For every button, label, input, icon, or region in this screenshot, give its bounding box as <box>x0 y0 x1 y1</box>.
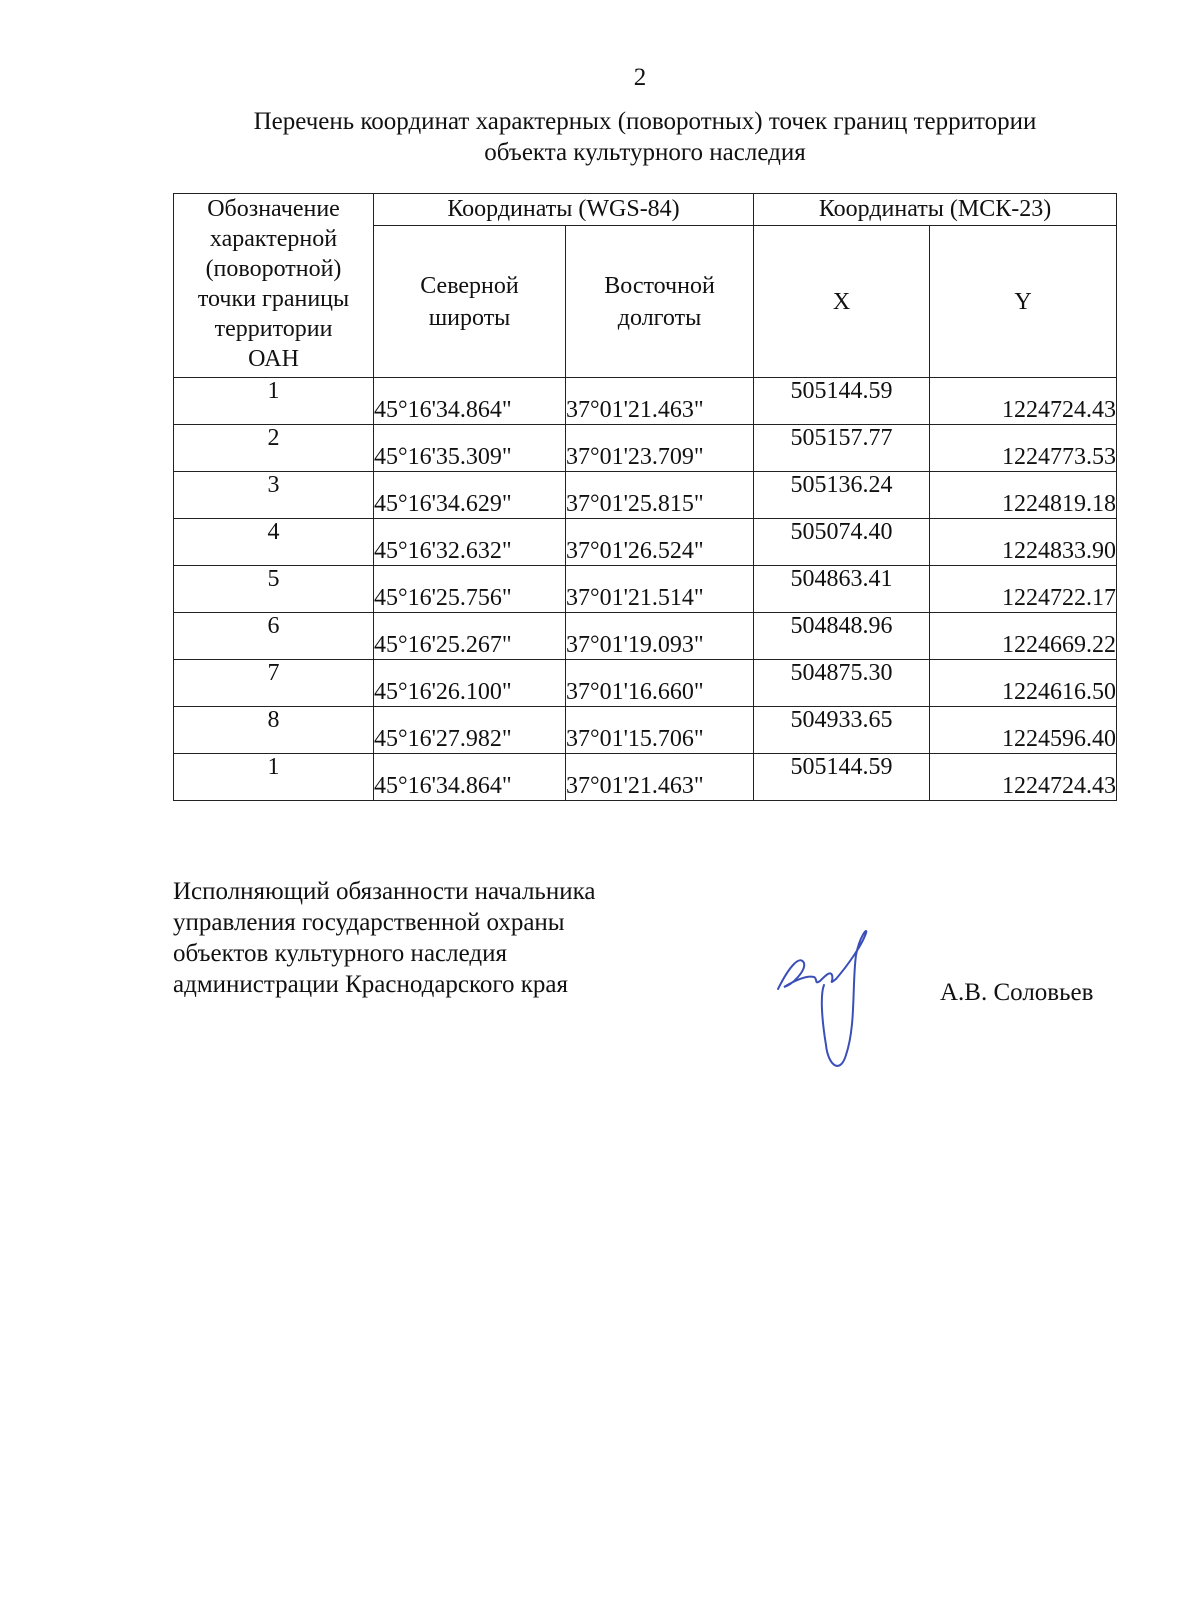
cell-x: 504933.65 <box>754 707 930 754</box>
table-row <box>174 425 1117 472</box>
signer-position-line: объектов культурного наследия <box>173 940 507 967</box>
cell-latitude: 45°16'32.632" <box>374 519 566 566</box>
cell-x: 505144.59 <box>754 754 930 801</box>
cell-latitude: 45°16'25.756" <box>374 566 566 613</box>
cell-y: 1224724.43 <box>930 378 1117 425</box>
cell-y: 1224669.22 <box>930 613 1117 660</box>
cell-latitude: 45°16'34.864" <box>374 378 566 425</box>
cell-y: 1224833.90 <box>930 519 1117 566</box>
cell-longitude: 37°01'15.706" <box>566 707 754 754</box>
header-msk23-group: Координаты (МСК-23) <box>754 194 1117 226</box>
cell-longitude: 37°01'21.463" <box>566 754 754 801</box>
header-wgs84-group: Координаты (WGS-84) <box>374 194 754 226</box>
handwritten-signature <box>770 925 890 1085</box>
cell-point: 1 <box>174 378 374 425</box>
page-number: 2 <box>633 64 647 91</box>
cell-y: 1224773.53 <box>930 425 1117 472</box>
cell-point: 8 <box>174 707 374 754</box>
cell-y: 1224616.50 <box>930 660 1117 707</box>
cell-longitude: 37°01'26.524" <box>566 519 754 566</box>
cell-x: 504863.41 <box>754 566 930 613</box>
cell-latitude: 45°16'35.309" <box>374 425 566 472</box>
signer-position <box>173 876 693 1000</box>
header-longitude-line: Восточной <box>604 272 715 299</box>
header-point-line: (поворотной) <box>205 256 342 282</box>
table-row <box>174 613 1117 660</box>
table-row <box>174 378 1117 425</box>
document-title-line-2: объекта культурного наследия <box>484 139 806 166</box>
cell-y: 1224724.43 <box>930 754 1117 801</box>
cell-longitude: 37°01'21.463" <box>566 378 754 425</box>
table-row <box>174 660 1117 707</box>
header-latitude-line: широты <box>428 304 511 331</box>
signer-position-line: управления государственной охраны <box>173 909 565 936</box>
document-title-line-1: Перечень координат характерных (поворотных) точек границ территории <box>253 108 1037 135</box>
cell-x: 505074.40 <box>754 519 930 566</box>
cell-y: 1224819.18 <box>930 472 1117 519</box>
cell-x: 504848.96 <box>754 613 930 660</box>
cell-x: 505136.24 <box>754 472 930 519</box>
header-latitude <box>374 226 566 378</box>
header-longitude <box>566 226 754 378</box>
cell-point: 5 <box>174 566 374 613</box>
header-point-line: территории <box>214 316 333 342</box>
signer-position-line: администрации Краснодарского края <box>173 971 569 998</box>
table-row <box>174 754 1117 801</box>
cell-longitude: 37°01'19.093" <box>566 613 754 660</box>
cell-latitude: 45°16'25.267" <box>374 613 566 660</box>
cell-longitude: 37°01'25.815" <box>566 472 754 519</box>
header-point-line: Обозначение <box>207 196 340 222</box>
header-point-line: ОАН <box>248 346 299 372</box>
header-point-designation <box>174 194 374 378</box>
header-y: Y <box>930 226 1117 378</box>
cell-y: 1224722.17 <box>930 566 1117 613</box>
signer-name: А.В. Соловьев <box>940 979 1094 1006</box>
cell-x: 505157.77 <box>754 425 930 472</box>
table-row <box>174 519 1117 566</box>
header-point-line: точки границы <box>197 286 350 312</box>
cell-x: 505144.59 <box>754 378 930 425</box>
cell-x: 504875.30 <box>754 660 930 707</box>
cell-latitude: 45°16'34.629" <box>374 472 566 519</box>
document-title <box>150 106 1140 168</box>
cell-point: 1 <box>174 754 374 801</box>
header-point-line: характерной <box>209 226 338 252</box>
cell-point: 6 <box>174 613 374 660</box>
cell-point: 3 <box>174 472 374 519</box>
cell-point: 7 <box>174 660 374 707</box>
header-latitude-line: Северной <box>420 272 519 299</box>
cell-latitude: 45°16'27.982" <box>374 707 566 754</box>
header-longitude-line: долготы <box>617 304 702 331</box>
coordinates-table <box>173 193 1117 801</box>
cell-point: 4 <box>174 519 374 566</box>
table-row <box>174 472 1117 519</box>
cell-y: 1224596.40 <box>930 707 1117 754</box>
table-row <box>174 566 1117 613</box>
cell-longitude: 37°01'16.660" <box>566 660 754 707</box>
cell-latitude: 45°16'26.100" <box>374 660 566 707</box>
cell-latitude: 45°16'34.864" <box>374 754 566 801</box>
cell-longitude: 37°01'21.514" <box>566 566 754 613</box>
cell-point: 2 <box>174 425 374 472</box>
signer-position-line: Исполняющий обязанности начальника <box>173 878 596 905</box>
cell-longitude: 37°01'23.709" <box>566 425 754 472</box>
table-row <box>174 707 1117 754</box>
header-x: X <box>754 226 930 378</box>
